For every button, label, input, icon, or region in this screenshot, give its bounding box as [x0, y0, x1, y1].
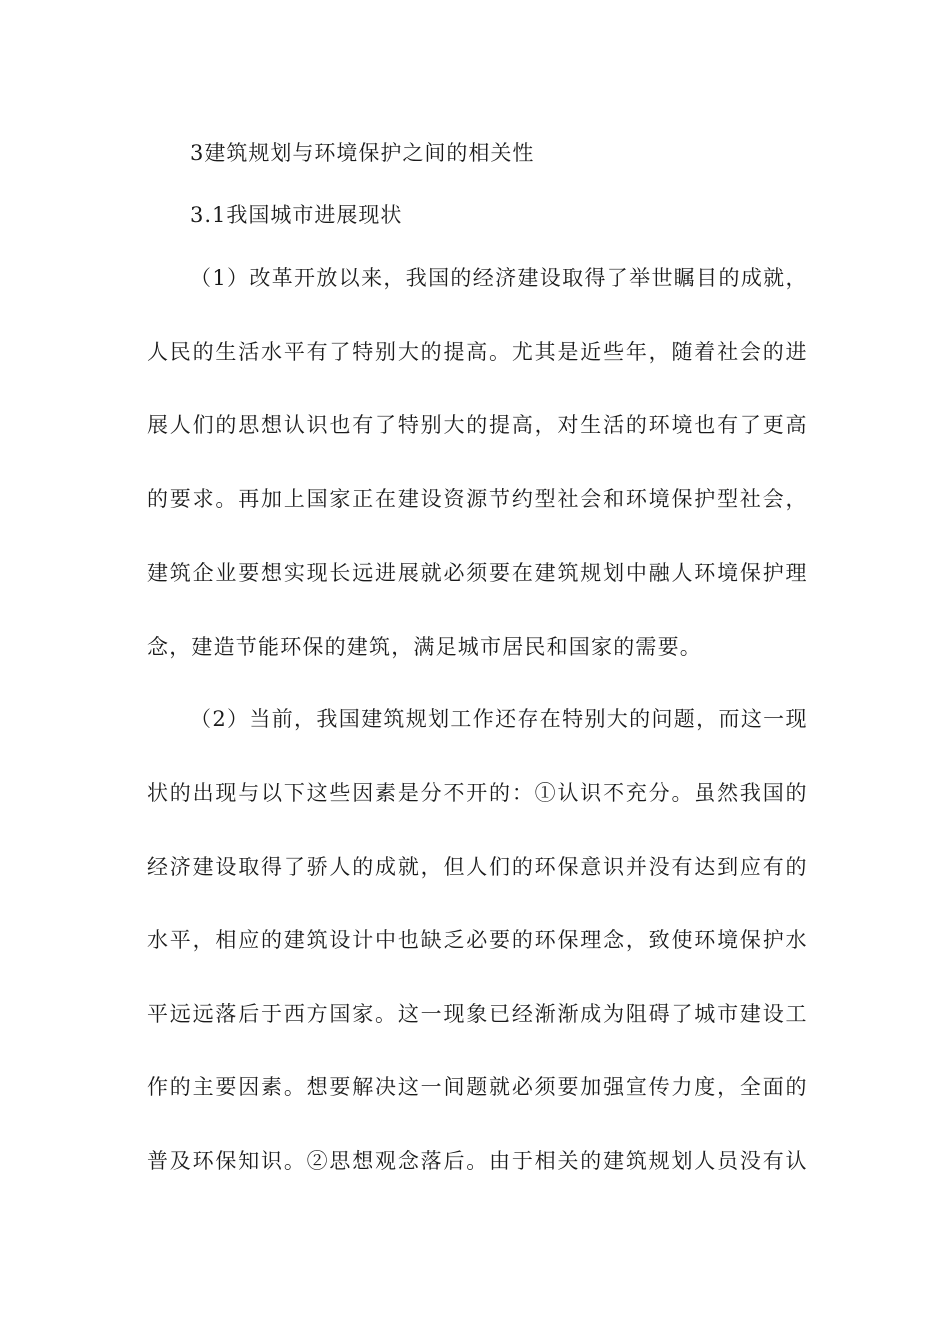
paragraph-line: 作的主要因素。想要解决这一间题就必须要加强宣传力度，全面的: [147, 1075, 807, 1099]
paragraph-line: 的要求。再加上国家正在建设资源节约型社会和环境保护型社会，: [147, 487, 807, 511]
paragraph-line: （2）当前，我国建筑规划工作还存在特别大的问题，而这一现: [190, 707, 807, 731]
paragraph-line: （1）改革开放以来，我国的经济建设取得了举世瞩目的成就，: [190, 266, 807, 290]
paragraph-line: 状的出现与以下这些因素是分不开的：①认识不充分。虽然我国的: [147, 781, 807, 805]
paragraph-line: 人民的生活水平有了特别大的提高。尤其是近些年，随着社会的进: [147, 340, 807, 364]
paragraph-line: 念，建造节能环保的建筑，满足城市居民和国家的需要。: [147, 635, 702, 659]
paragraph-line: 经济建设取得了骄人的成就，但人们的环保意识并没有达到应有的: [147, 855, 807, 879]
paragraph-line: 建筑企业要想实现长远进展就必须要在建筑规划中融人环境保护理: [147, 561, 807, 585]
paragraph-line: 水平，相应的建筑设计中也缺乏必要的环保理念，致使环境保护水: [147, 928, 807, 952]
section-heading: 3建筑规划与环境保护之间的相关性: [190, 141, 535, 165]
paragraph-line: 普及环保知识。②思想观念落后。由于相关的建筑规划人员没有认: [147, 1149, 807, 1173]
subsection-heading: 3.1我国城市进展现状: [190, 203, 403, 227]
paragraph-line: 展人们的思想认识也有了特别大的提高，对生活的环境也有了更高: [147, 413, 807, 437]
paragraph-line: 平远远落后于西方国家。这一现象已经渐渐成为阻碍了城市建设工: [147, 1002, 807, 1026]
